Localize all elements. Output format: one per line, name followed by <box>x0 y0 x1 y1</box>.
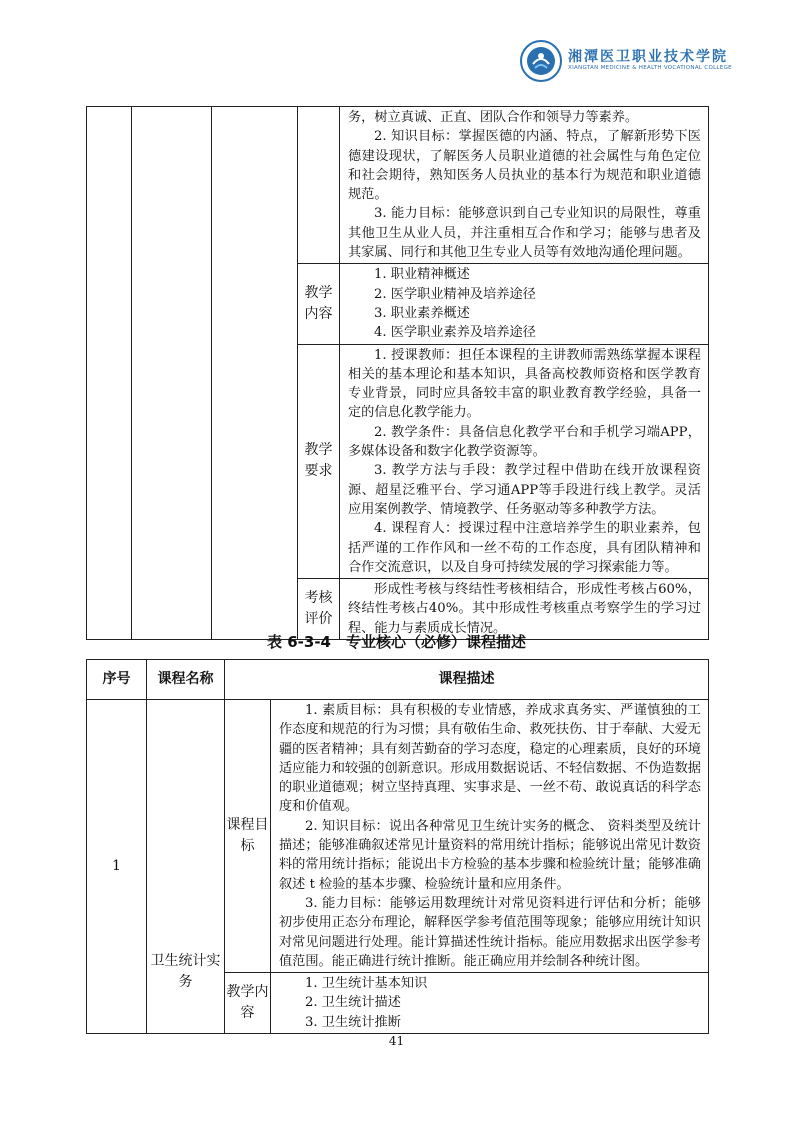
content-item: 3. 职业素养概述 <box>374 305 470 321</box>
college-logo <box>520 40 732 84</box>
content-label: 教学内容 <box>225 973 271 1034</box>
content-item: 3. 卫生统计推断 <box>305 1014 401 1030</box>
page-number: 41 <box>388 1034 405 1048</box>
content-label: 教学内容 <box>298 264 340 344</box>
core-course-table <box>86 659 709 1034</box>
ability-objective: 3. 能力目标：能够运用数理统计对常见资料进行评估和分析；能够初步使用正态分布理论，解释医学参考值范围等现象；能够应用统计知识对常见问题进行处理。能计算描述性统计指标。能应用数据求出医学参考值范围。能正确进行统计推断。能正确应用并绘制各种统计图。 <box>279 895 701 969</box>
logo-name-en: XIANGTAN MEDICINE & HEALTH VOCATIONAL COLLEGE <box>568 65 732 71</box>
requirement-item: 4. 课程育人：授课过程中注意培养学生的职业素养，包括严谨的工作作风和一丝不苟的工作态度，具有团队精神和合作交流意识，以及自身可持续发展的学习探索能力等。 <box>348 521 701 575</box>
objectives-cell <box>340 107 709 264</box>
objectives-cell <box>271 700 709 973</box>
row-course-name: 卫生统计实务 <box>147 700 225 1034</box>
content-cell <box>271 973 709 1034</box>
objective-label: 课程目标 <box>225 700 271 973</box>
ability-objective: 3. 能力目标：能够意识到自己专业知识的局限性，尊重其他卫生从业人员，并注重相互合作和学习；能够与患者及其家属、同行和其他卫生专业人员等有效地沟通伦理问题。 <box>348 206 701 261</box>
seq-cell <box>87 107 132 640</box>
college-emblem-icon <box>520 40 562 82</box>
table-caption: 表 6-3-4 专业核心（必修）课程描述 <box>267 633 526 651</box>
knowledge-objective: 2. 知识目标：说出各种常见卫生统计实务的概念、 资料类型及统计描述；能够准确叙述常见计量资料的常用统计指标；能够说出常见计数资料的常用统计指标；能说出卡方检验的基本步骤和检验统计量；能够准确叙述 t 检验的基本步骤、检验统计量和应用条件。 <box>279 818 701 892</box>
logo-name-cn: 湘潭医卫职业技术学院 <box>568 49 728 65</box>
row-seq: 1 <box>87 700 147 1034</box>
evaluation-label: 考核评价 <box>298 579 340 640</box>
objective-tail: 务，树立真诚、正直、团队合作和领导力等素养。 <box>348 110 639 125</box>
content-item: 1. 卫生统计基本知识 <box>305 976 428 992</box>
blank-cell <box>212 107 298 640</box>
content-cell <box>340 264 709 344</box>
objective-label-cell <box>298 107 340 264</box>
header-course-name: 课程名称 <box>147 660 225 700</box>
requirement-item: 2. 教学条件：具备信息化教学平台和手机学习端APP，多媒体设备和数字化教学资源等。 <box>348 424 701 460</box>
requirements-label: 教学要求 <box>298 344 340 579</box>
knowledge-objective: 2. 知识目标：掌握医德的内涵、特点，了解新形势下医德建设现状，了解医务人员职业道德的社会属性与角色定位和社会期待，熟知医务人员执业的基本行为规范和职业道德规范。 <box>348 129 701 203</box>
course-table-continued <box>86 106 709 640</box>
quality-objective: 1. 素质目标：具有积极的专业情感，养成求真务实、严谨慎独的工作态度和规范的行为习惯；具有敬佑生命、救死扶伤、甘于奉献、大爱无疆的医者精神；具有刻苦勤奋的学习态度，稳定的心理素质，良好的环境适应能力和较强的创新意识。形成用数据说话、不轻信数据、不伪造数据的职业道德观；树立坚持真理、实事求是、一丝不苟、敢说真话的科学态度和价值观。 <box>279 703 701 815</box>
content-item: 1. 职业精神概述 <box>374 267 470 283</box>
content-item: 4. 医学职业素养及培养途径 <box>374 325 536 341</box>
requirement-item: 3. 教学方法与手段：教学过程中借助在线开放课程资源、超星泛雅平台、学习通APP等手段进行线上教学。灵活应用案例教学、情境教学、任务驱动等多种教学方法。 <box>348 463 701 517</box>
requirements-cell <box>340 344 709 579</box>
course-name-cell <box>132 107 212 640</box>
content-item: 2. 卫生统计描述 <box>305 995 401 1011</box>
evaluation-text: 形成性考核与终结性考核相结合，形成性考核占60%，终结性考核占40%。其中形成性考核重点考察学生的学习过程、能力与素质成长情况。 <box>348 582 701 636</box>
header-seq: 序号 <box>87 660 147 700</box>
content-item: 2. 医学职业精神及培养途径 <box>374 286 536 302</box>
header-description: 课程描述 <box>225 660 709 700</box>
requirement-item: 1. 授课教师：担任本课程的主讲教师需熟练掌握本课程相关的基本理论和基本知识，具备高校教师资格和医学教育专业背景，同时应具备较丰富的职业教育教学经验，具备一定的信息化教学能力。 <box>348 347 701 421</box>
